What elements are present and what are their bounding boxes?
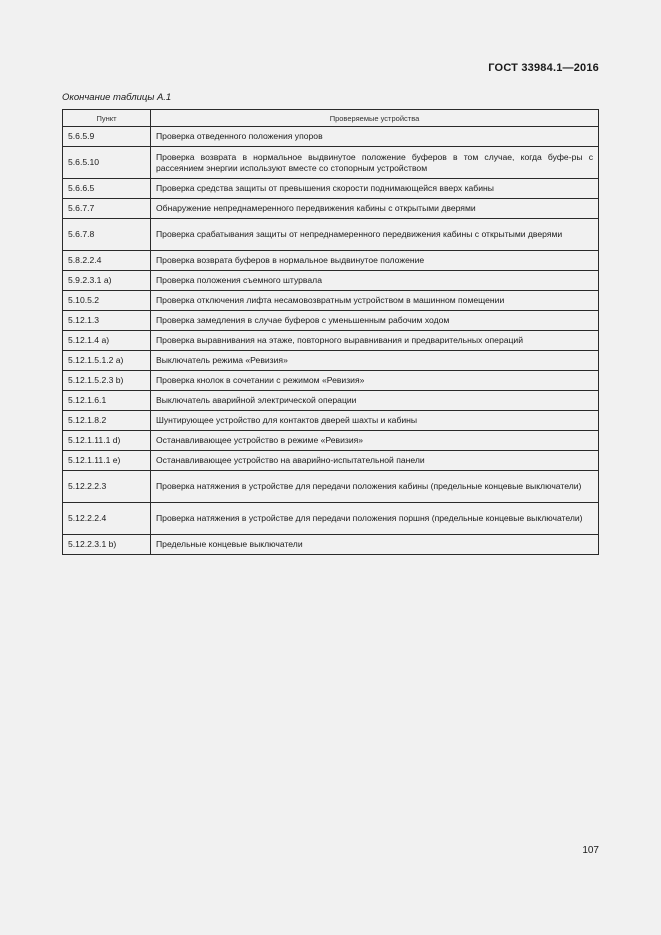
clause-cell: 5.8.2.2.4	[63, 251, 151, 271]
table-row	[63, 271, 599, 291]
table-row	[63, 291, 599, 311]
table-row	[63, 535, 599, 555]
device-cell: Обнаружение непреднамеренного передвижения кабины с открытыми дверями	[151, 199, 599, 219]
clause-cell: 5.12.2.2.3	[63, 471, 151, 503]
device-cell: Выключатель аварийной электрической операции	[151, 391, 599, 411]
device-cell: Проверка средства защиты от превышения скорости поднимающейся вверх кабины	[151, 179, 599, 199]
table-row	[63, 219, 599, 251]
table-row	[63, 391, 599, 411]
clause-cell: 5.12.1.11.1 e)	[63, 451, 151, 471]
table-row	[63, 199, 599, 219]
table-row	[63, 179, 599, 199]
table-row	[63, 451, 599, 471]
clause-cell: 5.12.1.5.2.3 b)	[63, 371, 151, 391]
standard-header: ГОСТ 33984.1—2016	[488, 62, 599, 74]
clause-cell: 5.12.1.11.1 d)	[63, 431, 151, 451]
table-row	[63, 411, 599, 431]
clause-cell: 5.12.1.6.1	[63, 391, 151, 411]
column-header-clause: Пункт	[63, 110, 151, 127]
device-cell: Останавливающее устройство на аварийно-испытательной панели	[151, 451, 599, 471]
device-cell: Проверка возврата в нормальное выдвинутое положение буферов в том случае, когда буфе-ры с рассеянием энергии используют вместе со стопорным устройством	[151, 147, 599, 179]
clause-cell: 5.10.5.2	[63, 291, 151, 311]
table-row	[63, 251, 599, 271]
column-header-device: Проверяемые устройства	[151, 110, 599, 127]
device-cell: Останавливающее устройство в режиме «Ревизия»	[151, 431, 599, 451]
device-cell: Проверка положения съемного штурвала	[151, 271, 599, 291]
device-cell: Проверка замедления в случае буферов с уменьшенным рабочим ходом	[151, 311, 599, 331]
table-row	[63, 471, 599, 503]
device-cell: Проверка натяжения в устройстве для передачи положения кабины (предельные концевые выключатели)	[151, 471, 599, 503]
clause-cell: 5.6.5.10	[63, 147, 151, 179]
clause-cell: 5.12.2.2.4	[63, 503, 151, 535]
check-table	[62, 109, 599, 555]
device-cell: Проверка отведенного положения упоров	[151, 127, 599, 147]
clause-cell: 5.6.5.9	[63, 127, 151, 147]
clause-cell: 5.12.2.3.1 b)	[63, 535, 151, 555]
table-row	[63, 503, 599, 535]
device-cell: Проверка кнолок в сочетании с режимом «Ревизия»	[151, 371, 599, 391]
page-number: 107	[582, 845, 599, 856]
table-caption: Окончание таблицы А.1	[62, 92, 172, 103]
device-cell: Выключатель режима «Ревизия»	[151, 351, 599, 371]
clause-cell: 5.6.7.7	[63, 199, 151, 219]
clause-cell: 5.9.2.3.1 a)	[63, 271, 151, 291]
clause-cell: 5.12.1.4 a)	[63, 331, 151, 351]
table-row	[63, 351, 599, 371]
clause-cell: 5.12.1.5.1.2 a)	[63, 351, 151, 371]
device-cell: Проверка возврата буферов в нормальное выдвинутое положение	[151, 251, 599, 271]
table-row	[63, 371, 599, 391]
clause-cell: 5.12.1.8.2	[63, 411, 151, 431]
table-row	[63, 147, 599, 179]
clause-cell: 5.6.7.8	[63, 219, 151, 251]
device-cell: Шунтирующее устройство для контактов дверей шахты и кабины	[151, 411, 599, 431]
device-cell: Проверка выравнивания на этаже, повторного выравнивания и предварительных операций	[151, 331, 599, 351]
table-row	[63, 431, 599, 451]
table-header-row	[63, 110, 599, 127]
table-row	[63, 311, 599, 331]
clause-cell: 5.6.6.5	[63, 179, 151, 199]
device-cell: Проверка срабатывания защиты от непреднамеренного передвижения кабины с открытыми дверями	[151, 219, 599, 251]
device-cell: Предельные концевые выключатели	[151, 535, 599, 555]
table-row	[63, 127, 599, 147]
clause-cell: 5.12.1.3	[63, 311, 151, 331]
device-cell: Проверка натяжения в устройстве для передачи положения поршня (предельные концевые выключатели)	[151, 503, 599, 535]
device-cell: Проверка отключения лифта несамовозвратным устройством в машинном помещении	[151, 291, 599, 311]
table-row	[63, 331, 599, 351]
